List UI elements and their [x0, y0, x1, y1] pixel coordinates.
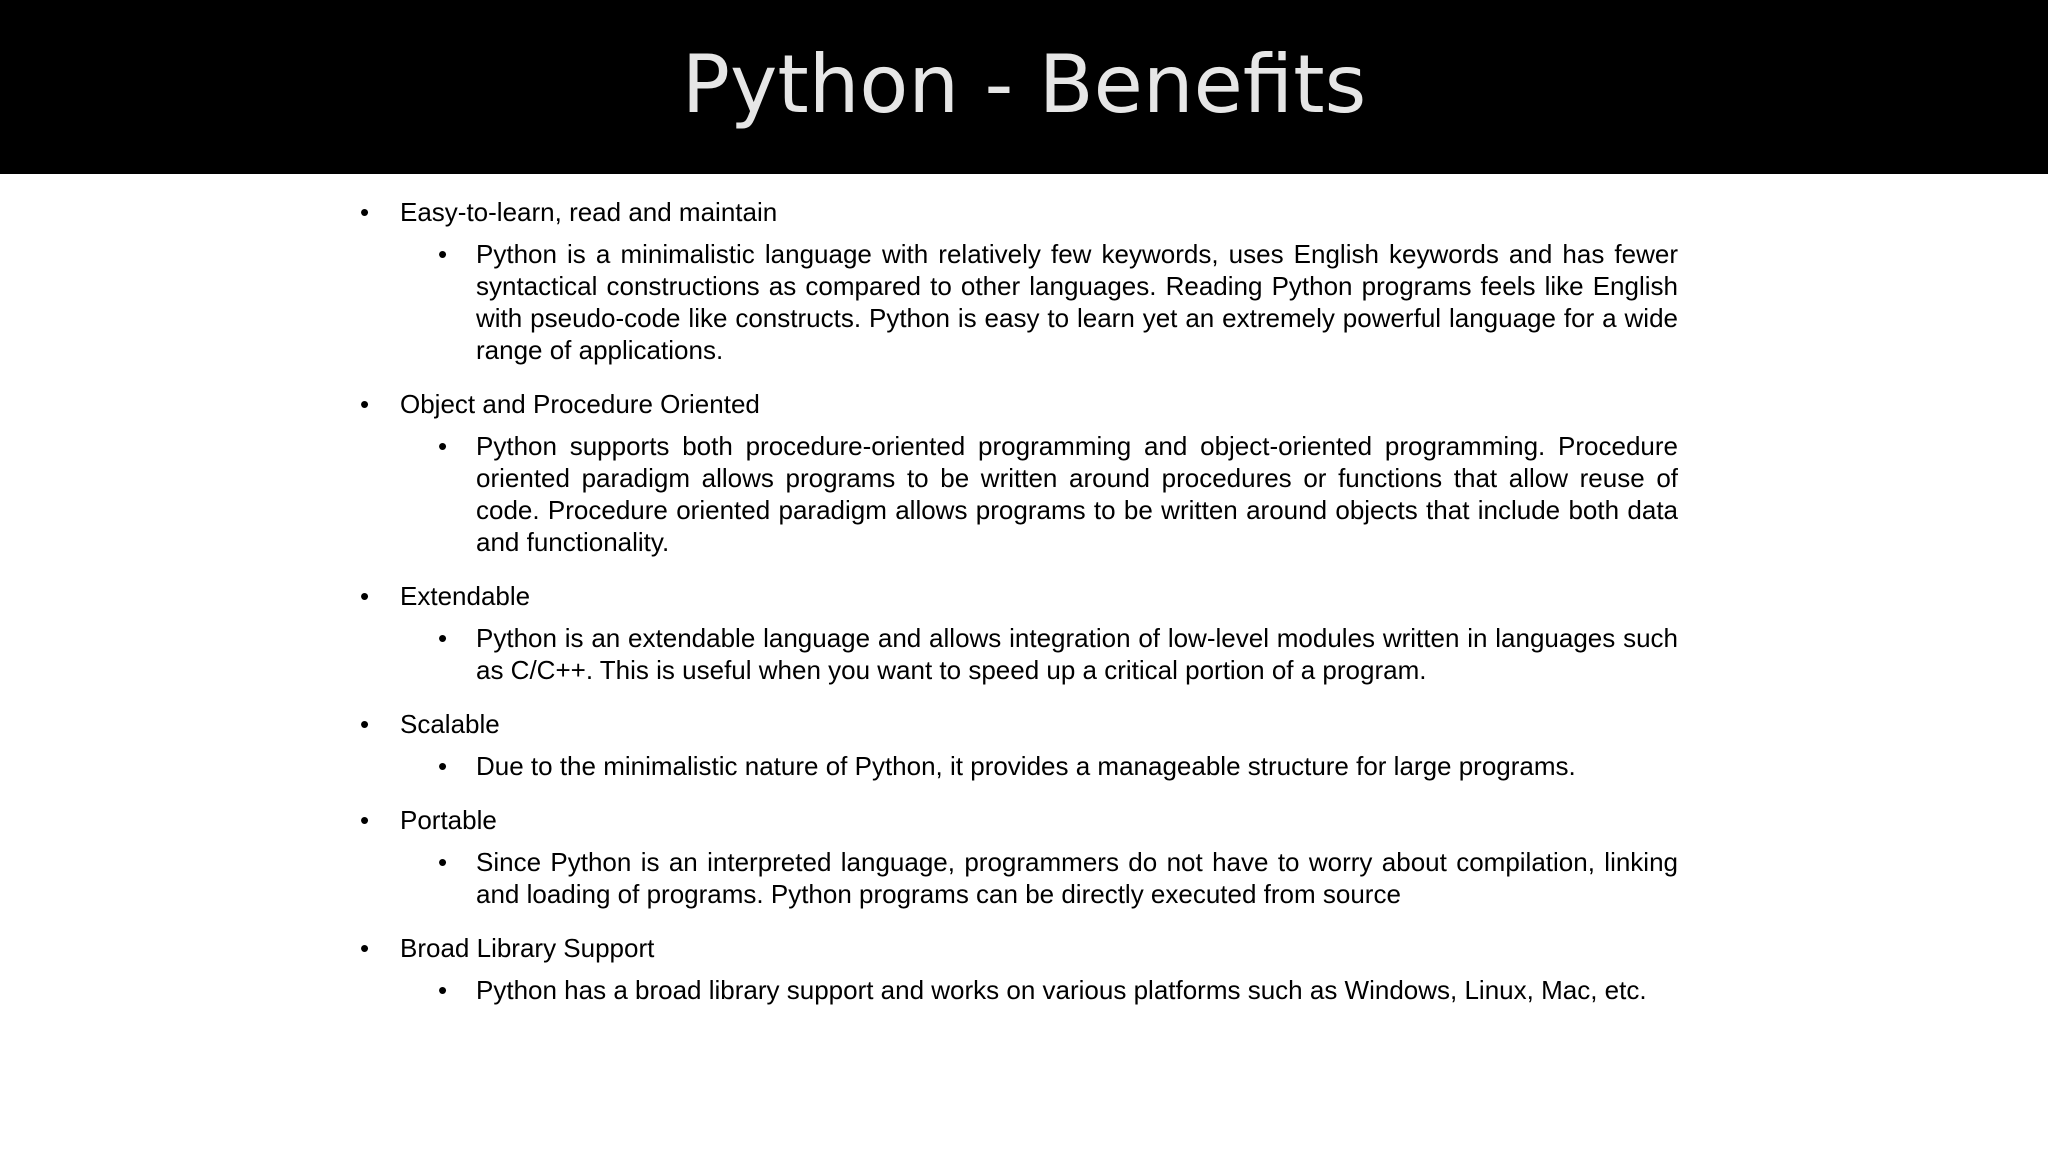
bullet-icon: • [360, 805, 370, 835]
bullet-heading-text: Object and Procedure Oriented [400, 389, 760, 419]
bullet-detail-text: Python has a broad library support and works on various platforms such as Windows, Linux, Mac, etc. [476, 975, 1647, 1005]
bullet-heading [358, 708, 1678, 740]
bullet-icon: • [360, 389, 370, 419]
bullet-heading-text: Easy-to-learn, read and maintain [400, 197, 778, 227]
sub-bullet-icon: • [438, 751, 448, 781]
section-extendable [358, 580, 1678, 686]
bullet-heading [358, 580, 1678, 612]
bullet-detail-text: Since Python is an interpreted language, programmers do not have to worry about compilation, linking and loading of programs. Python programs can be directly executed from source [476, 847, 1678, 909]
bullet-detail [438, 238, 1678, 366]
bullet-detail [438, 846, 1678, 910]
bullet-icon: • [360, 709, 370, 739]
bullet-detail [438, 974, 1678, 1006]
bullet-heading [358, 196, 1678, 228]
bullet-detail-text: Due to the minimalistic nature of Python, it provides a manageable structure for large programs. [476, 751, 1576, 781]
sub-bullet-icon: • [438, 431, 448, 461]
sub-bullet-icon: • [438, 239, 448, 269]
section-easy-to-learn [358, 196, 1678, 366]
bullet-detail-text: Python is an extendable language and allows integration of low-level modules written in languages such as C/C++. This is useful when you want to speed up a critical portion of a program. [476, 623, 1678, 685]
bullet-icon: • [360, 197, 370, 227]
bullet-detail [438, 430, 1678, 558]
sub-bullet-icon: • [438, 623, 448, 653]
bullet-icon: • [360, 581, 370, 611]
section-portable [358, 804, 1678, 910]
bullet-detail [438, 622, 1678, 686]
bullet-icon: • [360, 933, 370, 963]
bullet-heading [358, 388, 1678, 420]
section-broad-library [358, 932, 1678, 1006]
bullet-detail-text: Python supports both procedure-oriented programming and object-oriented programming. Procedure oriented paradigm allows programs to be written around procedures or functions that allow reuse of code. Procedure oriented paradigm allows programs to be written around objects that include both data and functionality. [476, 431, 1678, 557]
bullet-heading-text: Extendable [400, 581, 531, 611]
section-scalable [358, 708, 1678, 782]
sub-bullet-icon: • [438, 975, 448, 1005]
bullet-heading [358, 804, 1678, 836]
bullet-heading-text: Broad Library Support [400, 933, 655, 963]
title-bar [0, 0, 2048, 174]
bullet-heading [358, 932, 1678, 964]
slide-title: Python - Benefits [681, 37, 1367, 131]
section-object-procedure [358, 388, 1678, 558]
bullet-detail [438, 750, 1678, 782]
bullet-detail-text: Python is a minimalistic language with relatively few keywords, uses English keywords and has fewer syntactical constructions as compared to other languages. Reading Python programs feels like English with pseudo-code like constructs. Python is easy to learn yet an extremely powerful language for a wide range of applications. [476, 239, 1678, 365]
bullet-heading-text: Portable [400, 805, 497, 835]
sub-bullet-icon: • [438, 847, 448, 877]
bullet-heading-text: Scalable [400, 709, 500, 739]
bullet-list [358, 196, 1678, 1116]
